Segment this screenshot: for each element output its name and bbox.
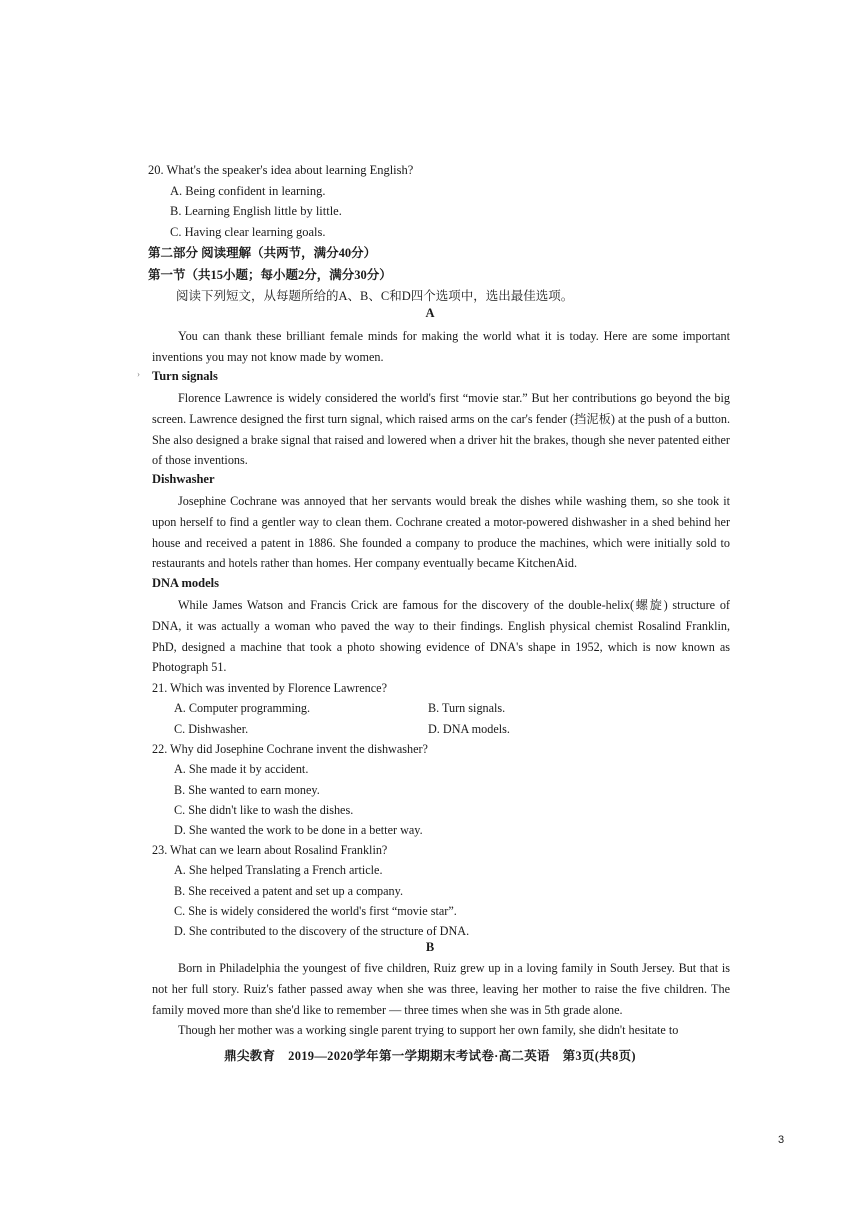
option-b: B. She wanted to earn money.: [174, 782, 320, 797]
option-a: A. She made it by accident.: [174, 762, 309, 777]
page-number: 3: [778, 1134, 785, 1146]
heading-turn-signals: Turn signals: [152, 369, 218, 383]
option-c: C. Having clear learning goals.: [170, 224, 326, 239]
passage-b-paragraph-1: Born in Philadelphia the youngest of five children, Ruiz grew up in a loving family in South Jersey. But that is not her full story. Ruiz's father passed away when she was three, leaving her mother to raise the five children. The family moved more than she'd like to remember — three times when she was in 5th grade alone.: [152, 961, 730, 1017]
option-a: A. Computer programming.: [174, 701, 311, 716]
paragraph-dishwasher: Josephine Cochrane was annoyed that her servants would break the dishes while washing them, so she took it upon herself to find a gentler way to clean them. Cochrane created a motor-powered dishwasher in a shed behind her house and received a patent in 1886. She founded a company to produce the machines, which were initially sold to restaurants and hotels rather than homes. Her company eventually became KitchenAid.: [152, 494, 730, 571]
option-c: C. Dishwasher.: [174, 721, 249, 736]
question-21: [152, 678, 732, 739]
option-d: D. She wanted the work to be done in a better way.: [174, 823, 423, 838]
question-20: [148, 160, 748, 242]
passage-b-letter: B: [425, 940, 435, 954]
paragraph-dna-models: While James Watson and Francis Crick are famous for the discovery of the double-helix(螺旋) structure of DNA, it was actually a woman who paved the way to their findings. English physical chemist Rosalind Franklin, PhD, designed a machine that took a photo showing evidence of DNA's shape in 1952, which is now known as Photograph 51.: [152, 598, 730, 675]
question-23: [152, 840, 732, 941]
option-a: A. She helped Translating a French article.: [174, 863, 383, 878]
heading-dna-models: DNA models: [152, 576, 220, 590]
paragraph-turn-signals: Florence Lawrence is widely considered the world's first “movie star.” But her contributions go beyond the big screen. Lawrence designed the first turn signal, which raised arms on the car's fender (挡泥板) at the push of a button. She also designed a brake signal that raised and lowered when a driver hit the brakes, though she never patented either of those inventions.: [152, 391, 730, 468]
question-text: 23. What can we learn about Rosalind Franklin?: [152, 843, 388, 857]
option-b: B. She received a patent and set up a company.: [174, 883, 403, 898]
option-c: C. She didn't like to wash the dishes.: [174, 802, 354, 817]
heading-dishwasher: Dishwasher: [152, 472, 215, 486]
question-22: [152, 739, 732, 840]
passage-a-intro: You can thank these brilliant female minds for making the world what it is today. Here are some important inventions you may not know made by women.: [152, 329, 730, 364]
passage-a-letter: A: [425, 306, 435, 320]
option-d: D. DNA models.: [428, 721, 510, 736]
instruction: 阅读下列短文，从每题所给的A、B、C和D四个选项中，选出最佳选项。: [176, 289, 574, 303]
option-c: C. She is widely considered the world's first “movie star”.: [174, 903, 457, 918]
passage-b-paragraph-2: Though her mother was a working single parent trying to support her own family, she didn't hesitate to: [178, 1023, 679, 1037]
question-text: 22. Why did Josephine Cochrane invent the dishwasher?: [152, 742, 428, 756]
margin-mark: ›: [137, 369, 140, 379]
option-b: B. Turn signals.: [428, 701, 506, 716]
subsection-heading: 第一节（共15小题；每小题2分，满分30分）: [148, 268, 392, 282]
question-text: 21. Which was invented by Florence Lawrence?: [152, 681, 387, 695]
question-text: 20. What's the speaker's idea about learning English?: [148, 163, 414, 177]
option-a: A. Being confident in learning.: [170, 183, 326, 198]
page-footer: 鼎尖教育 2019—2020学年第一学期期末考试卷·高二英语 第3页(共8页): [224, 1049, 636, 1063]
option-b: B. Learning English little by little.: [170, 204, 342, 218]
section-heading: 第二部分 阅读理解（共两节，满分40分）: [148, 246, 377, 260]
option-d: D. She contributed to the discovery of the structure of DNA.: [174, 924, 470, 939]
